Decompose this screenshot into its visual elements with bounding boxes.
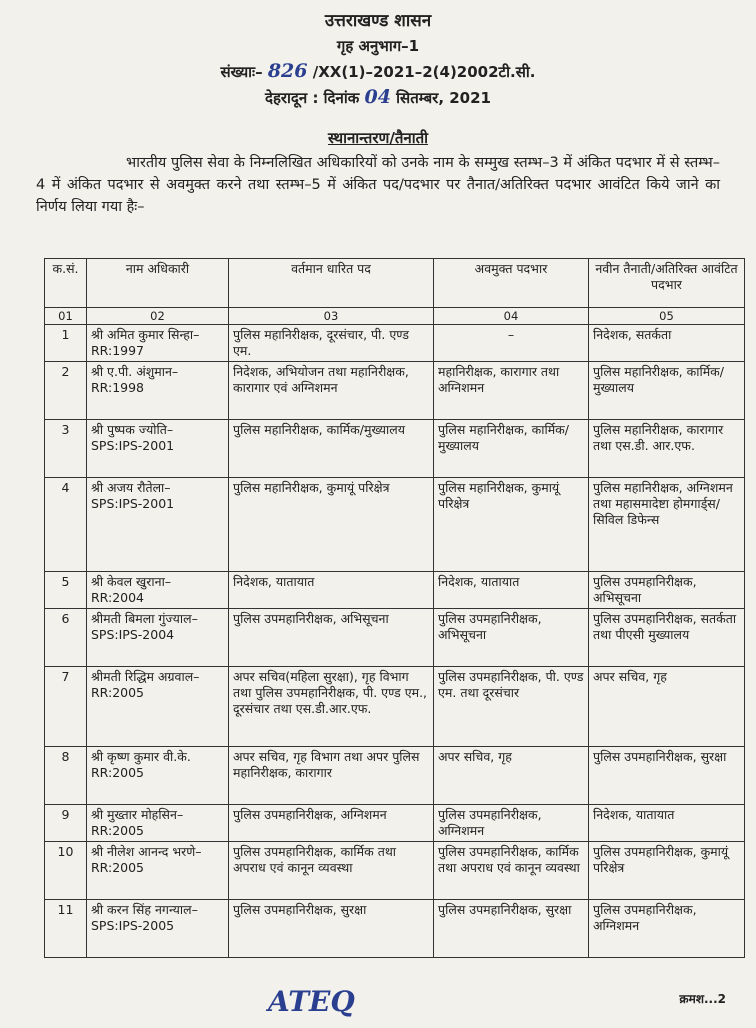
cell-sn: 11 [45, 900, 87, 958]
col-number: 04 [434, 308, 589, 325]
cell-relieved: महानिरीक्षक, कारागार तथा अग्निशमन [434, 362, 589, 420]
cell-name: श्री कृष्ण कुमार वी.के. RR:2005 [87, 747, 229, 805]
cell-relieved: निदेशक, यातायात [434, 572, 589, 609]
continued-note: क्रमश...2 [679, 992, 726, 1006]
col-number: 02 [87, 308, 229, 325]
cell-new: पुलिस उपमहानिरीक्षक, सुरक्षा [589, 747, 745, 805]
cell-current: अपर सचिव(महिला सुरक्षा), गृह विभाग तथा पुलिस उपमहानिरीक्षक, पी. एण्ड एम., दूरसंचार तथा एस.डी.आर.एफ. [229, 667, 434, 747]
table-row [45, 747, 745, 805]
subject-heading: स्थानान्तरण/तैनाती [327, 129, 429, 147]
cell-name: श्री करन सिंह नगन्याल– SPS:IPS-2005 [87, 900, 229, 958]
cell-current: अपर सचिव, गृह विभाग तथा अपर पुलिस महानिरीक्षक, कारागार [229, 747, 434, 805]
table-row [45, 805, 745, 842]
cell-relieved: अपर सचिव, गृह [434, 747, 589, 805]
cell-relieved: पुलिस उपमहानिरीक्षक, अभिसूचना [434, 609, 589, 667]
government-title: उत्तराखण्ड शासन [324, 11, 432, 31]
cell-new: पुलिस महानिरीक्षक, कार्मिक/मुख्यालय [589, 362, 745, 420]
cell-current: पुलिस महानिरीक्षक, कार्मिक/मुख्यालय [229, 420, 434, 478]
cell-new: पुलिस महानिरीक्षक, कारागार तथा एस.डी. आर.एफ. [589, 420, 745, 478]
cell-name: श्री केवल खुराना– RR:2004 [87, 572, 229, 609]
col-header-name: नाम अधिकारी [87, 259, 229, 308]
cell-relieved: पुलिस महानिरीक्षक, कुमायूं परिक्षेत्र [434, 478, 589, 572]
order-date-handwritten: 04 [364, 86, 391, 108]
cell-sn: 10 [45, 842, 87, 900]
cell-name: श्रीमती बिमला गुंज्याल– SPS:IPS-2004 [87, 609, 229, 667]
col-header-relieved: अवमुक्त पदभार [434, 259, 589, 308]
cell-current: पुलिस उपमहानिरीक्षक, कार्मिक तथा अपराध एवं कानून व्यवस्था [229, 842, 434, 900]
cell-name: श्री अजय रौतेला– SPS:IPS-2001 [87, 478, 229, 572]
table-row [45, 842, 745, 900]
col-number: 03 [229, 308, 434, 325]
cell-name: श्री पुष्पक ज्योति– SPS:IPS-2001 [87, 420, 229, 478]
signature: ATEQ [268, 985, 355, 1018]
cell-sn: 5 [45, 572, 87, 609]
cell-sn: 7 [45, 667, 87, 747]
cell-relieved: पुलिस उपमहानिरीक्षक, सुरक्षा [434, 900, 589, 958]
cell-current: पुलिस उपमहानिरीक्षक, अभिसूचना [229, 609, 434, 667]
column-number-row [45, 308, 745, 325]
cell-name: श्री ए.पी. अंशुमान– RR:1998 [87, 362, 229, 420]
order-date-suffix: सितम्बर, 2021 [396, 89, 491, 107]
cell-name: श्री नीलेश आनन्द भरणे– RR:2005 [87, 842, 229, 900]
cell-name: श्री मुख्तार मोहसिन– RR:2005 [87, 805, 229, 842]
cell-sn: 6 [45, 609, 87, 667]
table-row [45, 478, 745, 572]
cell-current: निदेशक, अभियोजन तथा महानिरीक्षक, कारागार एवं अग्निशमन [229, 362, 434, 420]
table-row [45, 325, 745, 362]
col-number: 01 [45, 308, 87, 325]
table-row [45, 667, 745, 747]
cell-new: पुलिस उपमहानिरीक्षक, सतर्कता तथा पीएसी मुख्यालय [589, 609, 745, 667]
section-title: गृह अनुभाग–1 [336, 37, 420, 55]
table-row [45, 572, 745, 609]
order-date-prefix: देहरादून : दिनांक [264, 89, 360, 107]
order-number [0, 60, 756, 82]
order-number-handwritten: 826 [267, 60, 308, 82]
cell-current: पुलिस महानिरीक्षक, दूरसंचार, पी. एण्ड एम. [229, 325, 434, 362]
table-row [45, 420, 745, 478]
col-number: 05 [589, 308, 745, 325]
cell-relieved: पुलिस महानिरीक्षक, कार्मिक/मुख्यालय [434, 420, 589, 478]
table-row [45, 609, 745, 667]
cell-relieved: – [434, 325, 589, 362]
table-row [45, 900, 745, 958]
cell-new: निदेशक, सतर्कता [589, 325, 745, 362]
cell-current: पुलिस उपमहानिरीक्षक, अग्निशमन [229, 805, 434, 842]
cell-sn: 4 [45, 478, 87, 572]
table-header-row [45, 259, 745, 308]
cell-current: पुलिस उपमहानिरीक्षक, सुरक्षा [229, 900, 434, 958]
cell-new: अपर सचिव, गृह [589, 667, 745, 747]
cell-sn: 1 [45, 325, 87, 362]
intro-paragraph: भारतीय पुलिस सेवा के निम्नलिखित अधिकारियों को उनके नाम के सम्मुख स्तम्भ–3 में अंकित पदभार में से स्तम्भ–4 में अंकित पदभार से अवमुक्त करने तथा स्तम्भ–5 में अंकित पद/पदभार पर तैनात/अतिरिक्त पदभार आवंटित किये जाने का निर्णय लिया गया हैः– [36, 155, 720, 215]
order-date [0, 86, 756, 108]
transfer-table [44, 258, 745, 958]
cell-name: श्री अमित कुमार सिन्हा– RR:1997 [87, 325, 229, 362]
cell-relieved: पुलिस उपमहानिरीक्षक, अग्निशमन [434, 805, 589, 842]
cell-new: पुलिस महानिरीक्षक, अग्निशमन तथा महासमादेष्टा होमगार्ड्स/सिविल डिफेन्स [589, 478, 745, 572]
cell-new: पुलिस उपमहानिरीक्षक, अभिसूचना [589, 572, 745, 609]
order-number-suffix: /XX(1)–2021–2(4)2002टी.सी. [312, 63, 536, 81]
cell-sn: 9 [45, 805, 87, 842]
cell-relieved: पुलिस उपमहानिरीक्षक, कार्मिक तथा अपराध एवं कानून व्यवस्था [434, 842, 589, 900]
cell-sn: 3 [45, 420, 87, 478]
cell-current: निदेशक, यातायात [229, 572, 434, 609]
cell-new: पुलिस उपमहानिरीक्षक, अग्निशमन [589, 900, 745, 958]
order-number-prefix: संख्याः– [220, 63, 263, 81]
cell-sn: 8 [45, 747, 87, 805]
col-header-current: वर्तमान धारित पद [229, 259, 434, 308]
cell-current: पुलिस महानिरीक्षक, कुमायूं परिक्षेत्र [229, 478, 434, 572]
cell-new: पुलिस उपमहानिरीक्षक, कुमायूं परिक्षेत्र [589, 842, 745, 900]
cell-relieved: पुलिस उपमहानिरीक्षक, पी. एण्ड एम. तथा दूरसंचार [434, 667, 589, 747]
cell-sn: 2 [45, 362, 87, 420]
cell-new: निदेशक, यातायात [589, 805, 745, 842]
cell-name: श्रीमती रिद्धिम अग्रवाल– RR:2005 [87, 667, 229, 747]
col-header-sn: क.सं. [45, 259, 87, 308]
col-header-new: नवीन तैनाती/अतिरिक्त आवंटित पदभार [589, 259, 745, 308]
table-row [45, 362, 745, 420]
